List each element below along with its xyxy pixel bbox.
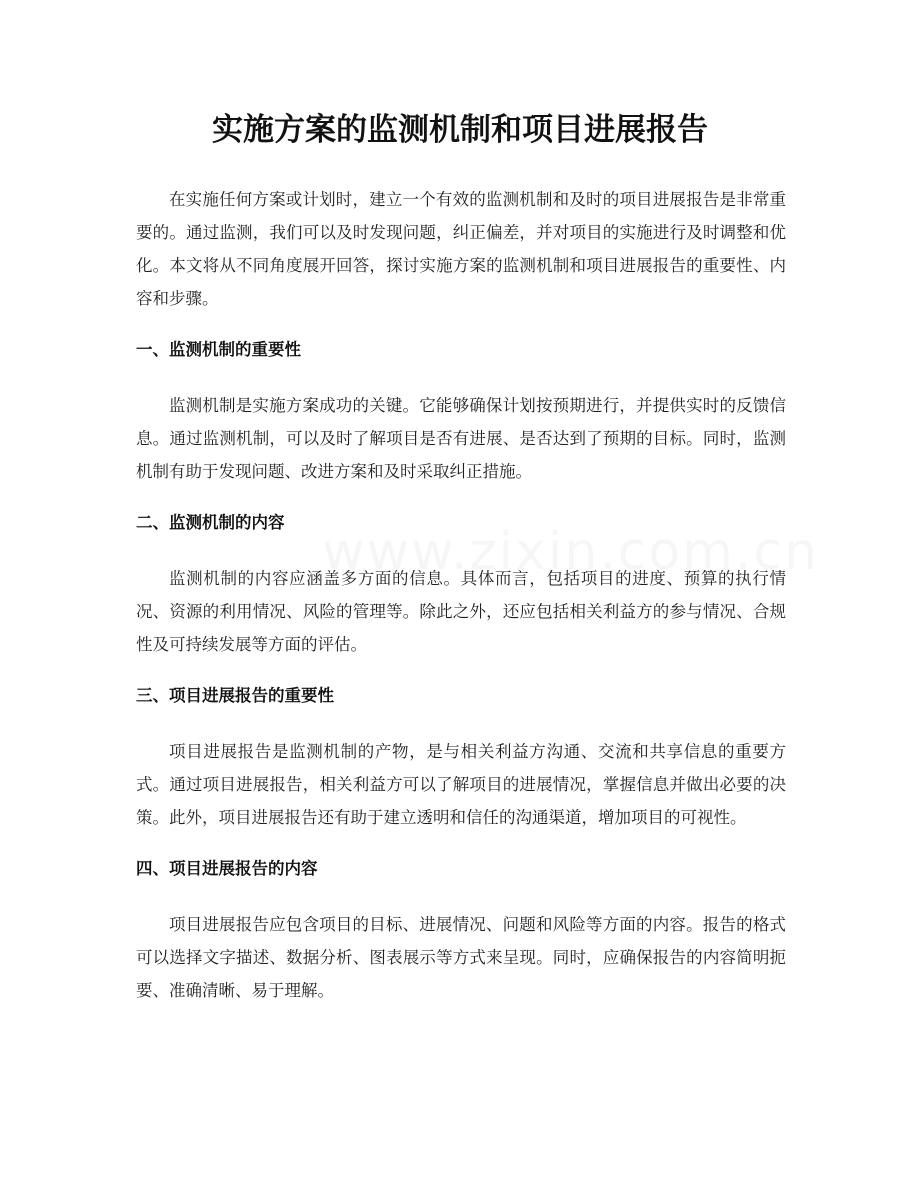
section-heading-1: 一、监测机制的重要性 [136, 340, 301, 359]
section-paragraph-2: 监测机制的内容应涵盖多方面的信息。具体而言，包括项目的进度、预算的执行情况、资源的利用情况、风险的管理等。除此之外，还应包括相关利益方的参与情况、合规性及可持续发展等方面的评估。 [136, 569, 786, 654]
document-title: 实施方案的监测机制和项目进展报告 [212, 112, 708, 148]
section-heading-4: 四、项目进展报告的内容 [136, 859, 318, 878]
document-body [136, 183, 786, 1030]
section-paragraph-4: 项目进展报告应包含项目的目标、进展情况、问题和风险等方面的内容。报告的格式可以选择文字描述、数据分析、图表展示等方式来呈现。同时，应确保报告的内容简明扼要、准确清晰、易于理解。 [136, 915, 786, 1000]
section-paragraph-1: 监测机制是实施方案成功的关键。它能够确保计划按预期进行，并提供实时的反馈信息。通过监测机制，可以及时了解项目是否有进展、是否达到了预期的目标。同时，监测机制有助于发现问题、改进方案和及时采取纠正措施。 [136, 396, 786, 481]
intro-paragraph: 在实施任何方案或计划时，建立一个有效的监测机制和及时的项目进展报告是非常重要的。通过监测，我们可以及时发现问题，纠正偏差，并对项目的实施进行及时调整和优化。本文将从不同角度展开回答，探讨实施方案的监测机制和项目进展报告的重要性、内容和步骤。 [136, 190, 786, 308]
section-heading-3: 三、项目进展报告的重要性 [136, 686, 334, 705]
section-heading-2: 二、监测机制的内容 [136, 513, 285, 532]
section-paragraph-3: 项目进展报告是监测机制的产物，是与相关利益方沟通、交流和共享信息的重要方式。通过项目进展报告，相关利益方可以了解项目的进展情况，掌握信息并做出必要的决策。此外，项目进展报告还有助于建立透明和信任的沟通渠道，增加项目的可视性。 [136, 742, 786, 827]
